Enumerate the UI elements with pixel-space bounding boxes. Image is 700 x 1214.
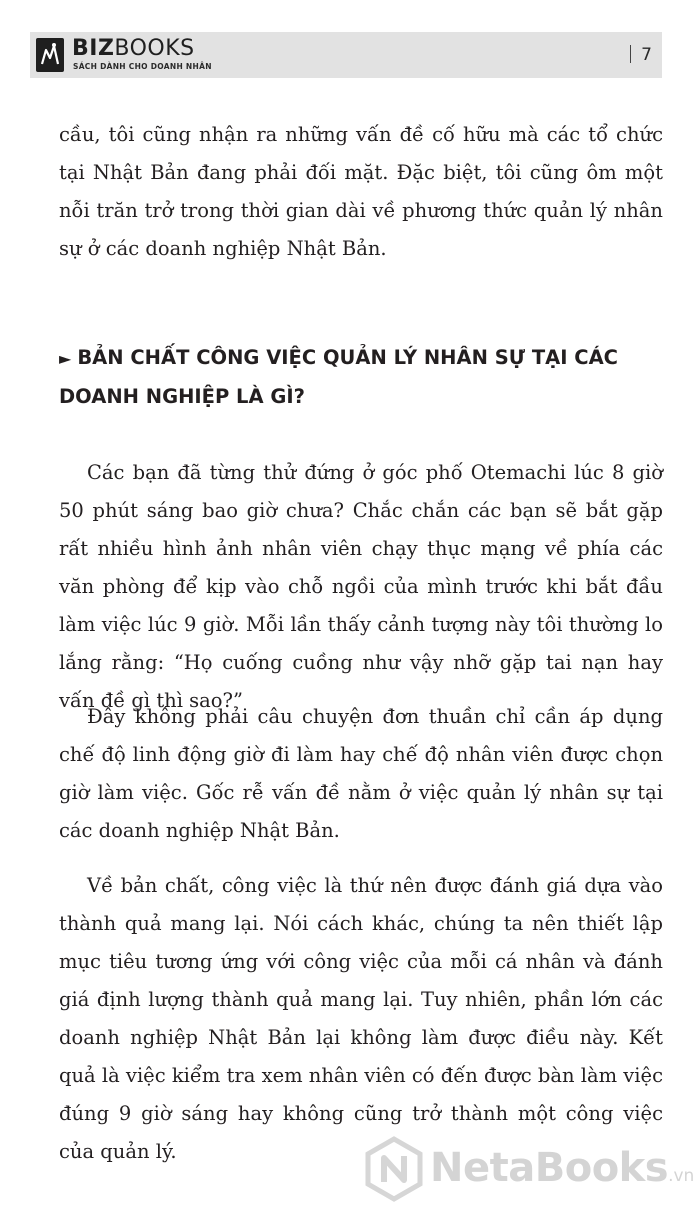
paragraph-block-1 <box>59 454 663 720</box>
watermark <box>364 1134 694 1204</box>
brand-tagline: SÁCH DÀNH CHO DOANH NHÂN <box>73 62 212 71</box>
paragraph-block-3 <box>59 867 663 1171</box>
triangle-marker-icon: ► <box>59 349 72 368</box>
netabooks-n-icon <box>364 1136 424 1202</box>
brand-light: BOOKS <box>114 36 195 61</box>
intro-paragraph: cầu, tôi cũng nhận ra những vấn đề cố hữu mà các tổ chức tại Nhật Bản đang phải đối mặt. Đặc biệt, tôi cũng ôm một nỗi trăn trở trong thời gian dài về phương thức quản lý nhân sự ở các doanh nghiệp Nhật Bản. <box>59 123 663 260</box>
brand-name <box>72 36 195 62</box>
page-number-value: 7 <box>641 45 652 65</box>
page-number-divider <box>630 45 632 63</box>
paragraph-1: Các bạn đã từng thử đứng ở góc phố Otemachi lúc 8 giờ 50 phút sáng bao giờ chưa? Chắc chắn các bạn sẽ bắt gặp rất nhiều hình ảnh nhân viên chạy thục mạng về phía các văn phòng để kịp vào chỗ ngồi của mình trước khi bắt đầu làm việc lúc 9 giờ. Mỗi lần thấy cảnh tượng này tôi thường lo lắng rằng: “Họ cuống cuồng như vậy nhỡ gặp tai nạn hay vấn đề gì thì sao?” <box>59 461 663 712</box>
section-heading-text: BẢN CHẤT CÔNG VIỆC QUẢN LÝ NHÂN SỰ TẠI CÁC DOANH NGHIỆP LÀ GÌ? <box>59 346 618 408</box>
watermark-brand: NetaBooks <box>430 1145 669 1191</box>
watermark-text <box>430 1144 694 1200</box>
section-heading <box>59 339 663 416</box>
paragraph-block-2 <box>59 698 663 850</box>
bizbooks-logo-icon <box>36 38 64 72</box>
page-number <box>630 44 652 66</box>
page-header <box>30 32 662 78</box>
paragraph-2: Đây không phải câu chuyện đơn thuần chỉ cần áp dụng chế độ linh động giờ đi làm hay chế độ nhân viên được chọn giờ làm việc. Gốc rễ vấn đề nằm ở việc quản lý nhân sự tại các doanh nghiệp Nhật Bản. <box>59 705 663 842</box>
watermark-suffix: .vn <box>668 1166 695 1186</box>
intro-block <box>59 116 663 268</box>
brand-bold: BIZ <box>72 36 115 61</box>
paragraph-3: Về bản chất, công việc là thứ nên được đánh giá dựa vào thành quả mang lại. Nói cách khác, chúng ta nên thiết lập mục tiêu tương ứng với công việc của mỗi cá nhân và đánh giá định lượng thành quả mang lại. Tuy nhiên, phần lớn các doanh nghiệp Nhật Bản lại không làm được điều này. Kết quả là việc kiểm tra xem nhân viên có đến được bàn làm việc đúng 9 giờ sáng hay không cũng trở thành một công việc của quản lý. <box>59 874 663 1163</box>
